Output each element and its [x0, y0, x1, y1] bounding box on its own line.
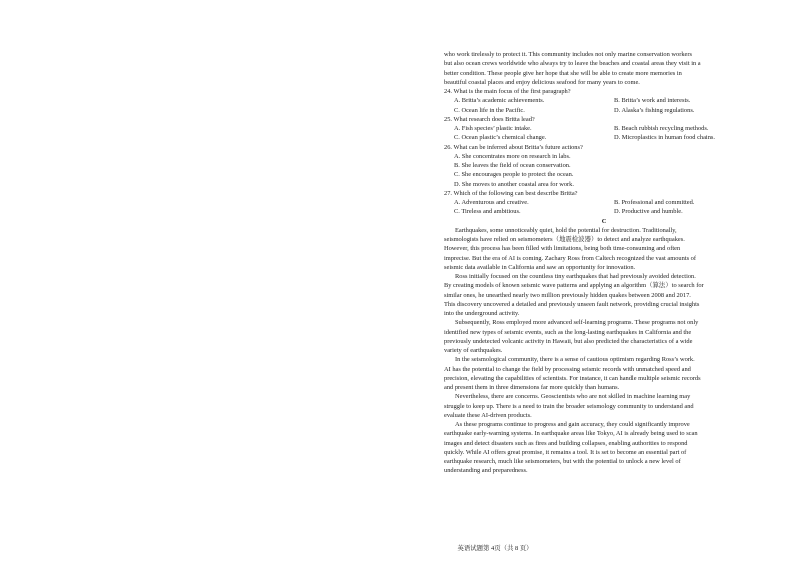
passage-line: understanding and preparedness. [444, 467, 528, 475]
option-c: C. Ocean life in the Pacific. [454, 106, 525, 114]
paragraph-3 [444, 318, 764, 355]
passage-line: However, this process has been filled with limitations, being both time-consuming and often [444, 245, 681, 253]
question-stem: 24. What is the main focus of the first paragraph? [444, 88, 571, 95]
passage-line: This discovery uncovered a detailed and previously unseen fault network, providing crucial insights [444, 300, 700, 308]
question-26 [444, 143, 764, 189]
passage-line: beautiful coastal places and enjoy delicious seafood for many years to come. [444, 78, 640, 86]
passage-line: Ross initially focused on the countless tiny earthquakes that had previously avoided detection. [455, 273, 696, 280]
paragraph-2 [444, 272, 764, 318]
question-27 [444, 189, 764, 217]
question-stem: 25. What research does Britta lead? [444, 115, 535, 123]
option-a: A. Fish species’ plastic intake. [454, 125, 532, 132]
option-d: D. Productive and humble. [614, 208, 683, 216]
paragraph-5 [444, 392, 764, 420]
passage-line: AI has the potential to change the field by processing seismic records with unmatched speed and [444, 365, 691, 373]
option-b: B. She leaves the field of ocean conservation. [454, 162, 571, 169]
passage-line: identified new types of seismic events, such as the long-lasting earthquakes in California and the [444, 328, 692, 336]
passage-line: similar ones, he unearthed nearly two million previously hidden quakes between 2008 and 2017. [444, 291, 691, 299]
passage-line: previously undetected volcanic activity in Hawaii, but also predicted the characteristics of a wide [444, 337, 693, 345]
page-footer: 英语试题第 4页（共 8 页） [457, 545, 533, 552]
passage-line: Earthquakes, some unnoticeably quiet, hold the potential for destruction. Traditionally, [455, 226, 677, 234]
passage-line: variety of earthquakes. [444, 347, 503, 354]
passage-b-tail [444, 50, 764, 87]
passage-line: evaluate these AI-driven products. [444, 411, 532, 419]
passage-line: By creating models of known seismic wave patterns and applying an algorithm（算法）to search for [444, 282, 704, 290]
option-d: D. Alaska’s fishing regulations. [614, 106, 695, 114]
option-b: B. Professional and committed. [614, 199, 695, 206]
option-c: C. Ocean plastic’s chemical change. [454, 134, 547, 142]
passage-line: and present them in three dimensions far more quickly than humans. [444, 384, 620, 391]
paragraph-1 [444, 226, 764, 272]
passage-line: images and detect disasters such as fires and building collapses, enabling authorities to respond [444, 439, 688, 447]
passage-line: who work tirelessly to protect it. This community includes not only marine conservation workers [444, 51, 693, 58]
passage-line: imprecise. But the era of AI is coming. Zachary Ross from Caltech recognized the vast amounts of [444, 254, 697, 262]
question-stem: 27. Which of the following can best describe Britta? [444, 189, 578, 197]
passage-line: better condition. These people give her hope that she will be able to create more memories in [444, 69, 682, 77]
option-b: B. Britta’s work and interests. [614, 97, 691, 105]
option-a: A. Adventurous and creative. [454, 199, 529, 206]
passage-line: In the seismological community, there is a sense of cautious optimism regarding Ross’s work. [455, 356, 695, 364]
option-d: D. Microplastics in human food chains. [614, 134, 715, 142]
passage-line: seismic data available in California and saw an opportunity for innovation. [444, 263, 636, 271]
text-column [444, 50, 764, 476]
question-24 [444, 87, 764, 115]
option-b: B. Beach rubbish recycling methods. [614, 125, 709, 132]
question-25 [444, 115, 764, 143]
passage-c [444, 226, 764, 476]
option-d: D. She moves to another coastal area for work. [454, 180, 574, 188]
passage-line: precision, elevating the capabilities of scientists. For instance, it can handle multiple seismic records [444, 374, 701, 382]
passage-line: seismologists have relied on seismometers（地震检波器）to detect and analyze earthquakes. [444, 236, 685, 243]
passage-line: As these programs continue to progress and gain accuracy, they could significantly improve [455, 421, 690, 428]
passage-line: Nevertheless, there are concerns. Geoscientists who are not skilled in machine learning may [455, 393, 691, 401]
passage-line: earthquake early-warning systems. In earthquake areas like Tokyo, AI is already being used to scan [444, 430, 698, 438]
passage-line: quickly. While AI offers great promise, it remains a tool. It is set to become an essential part of [444, 448, 687, 456]
option-c: C. Tireless and ambitious. [454, 208, 521, 216]
passage-line: earthquake research, much like seismometers, but with the potential to unlock a new level of [444, 458, 681, 465]
option-a: A. She concentrates more on research in labs. [454, 152, 571, 160]
passage-line: struggle to keep up. There is a need to train the broader seismology community to understand and [444, 402, 694, 410]
paragraph-4 [444, 355, 764, 392]
paragraph-6 [444, 420, 764, 476]
section-heading: C [601, 217, 607, 225]
option-c: C. She encourages people to protect the ocean. [454, 171, 574, 179]
passage-line: Subsequently, Ross employed more advanced self-learning programs. These programs not only [455, 319, 699, 327]
option-a: A. Britta’s academic achievements. [454, 97, 545, 105]
passage-line: but also ocean crews worldwide who always try to leave the beaches and coastal areas they visit in a [444, 60, 701, 68]
question-stem: 26. What can be inferred about Britta’s future actions? [444, 143, 583, 151]
passage-line: into the underground activity. [444, 310, 520, 317]
